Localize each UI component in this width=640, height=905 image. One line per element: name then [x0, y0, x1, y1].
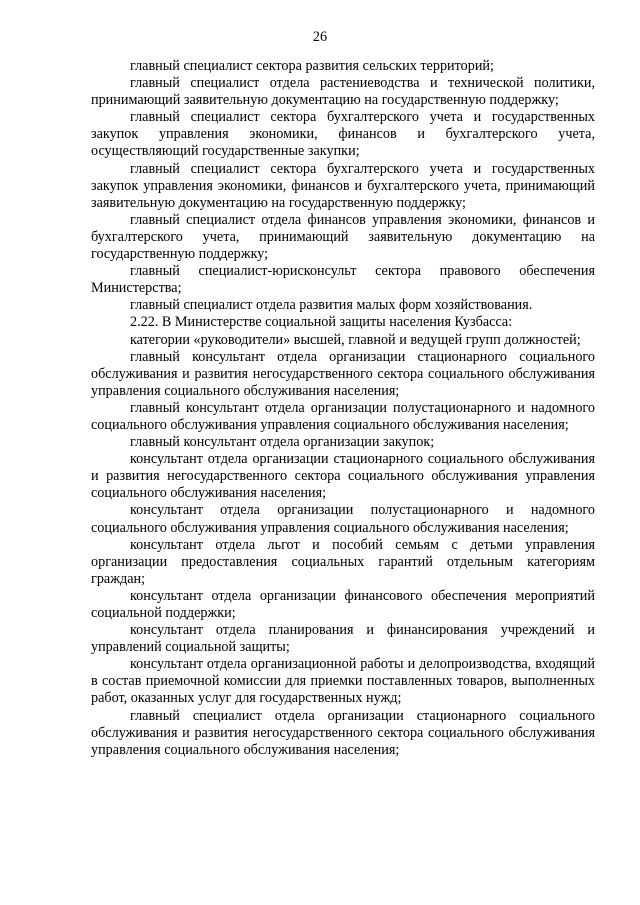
- list-item: консультант отдела организации стационарного социального обслуживания и развития негосударственного сектора социального обслуживания управления социального обслуживания населения;: [91, 451, 595, 502]
- list-item: консультант отдела организации полустационарного и надомного социального обслуживания управления социального обслуживания населения;: [91, 502, 595, 536]
- list-item: главный специалист сектора бухгалтерского учета и государственных закупок управления экономики, финансов и бухгалтерского учета, осуществляющий государственные закупки;: [91, 109, 595, 160]
- list-item: главный специалист-юрисконсульт сектора правового обеспечения Министерства;: [91, 263, 595, 297]
- list-item: консультант отдела организации финансового обеспечения мероприятий социальной поддержки;: [91, 587, 595, 621]
- list-item: главный специалист отдела развития малых форм хозяйствования.: [130, 297, 533, 314]
- list-item: консультант отдела льгот и пособий семьям с детьми управления организации предоставления социальных гарантий отдельным категориям граждан;: [91, 536, 595, 587]
- document-body: [91, 58, 595, 759]
- list-item: главный консультант отдела организации закупок;: [130, 434, 435, 451]
- list-item: консультант отдела организационной работы и делопроизводства, входящий в состав приемочной комиссии для приемки поставленных товаров, выполненных работ, оказанных услуг для государственных нужд;: [91, 656, 595, 707]
- list-item: консультант отдела планирования и финансирования учреждений и управлений социальной защиты;: [91, 622, 595, 656]
- page-number: 26: [312, 29, 328, 45]
- list-item: категории «руководители» высшей, главной и ведущей групп должностей;: [130, 331, 581, 348]
- list-item: главный специалист отдела организации стационарного социального обслуживания и развития негосударственного сектора социального обслуживания управления социального обслуживания населения;: [91, 707, 595, 758]
- section-heading: 2.22. В Министерстве социальной защиты населения Кузбасса:: [130, 314, 513, 331]
- list-item: главный специалист отдела растениеводства и технической политики, принимающий заявительную документацию на государственную поддержку;: [91, 75, 595, 109]
- list-item: главный консультант отдела организации полустационарного и надомного социального обслуживания управления социального обслуживания населения;: [91, 399, 595, 433]
- list-item: главный консультант отдела организации стационарного социального обслуживания и развития негосударственного сектора социального обслуживания управления социального обслуживания населения;: [91, 348, 595, 399]
- list-item: главный специалист отдела финансов управления экономики, финансов и бухгалтерского учета, принимающий заявительную документацию на государственную поддержку;: [91, 211, 595, 263]
- list-item: главный специалист сектора бухгалтерского учета и государственных закупок управления экономики, финансов и бухгалтерского учета, принимающий заявительную документацию на государственную поддержку;: [91, 160, 595, 211]
- list-item: главный специалист сектора развития сельских территорий;: [130, 58, 494, 74]
